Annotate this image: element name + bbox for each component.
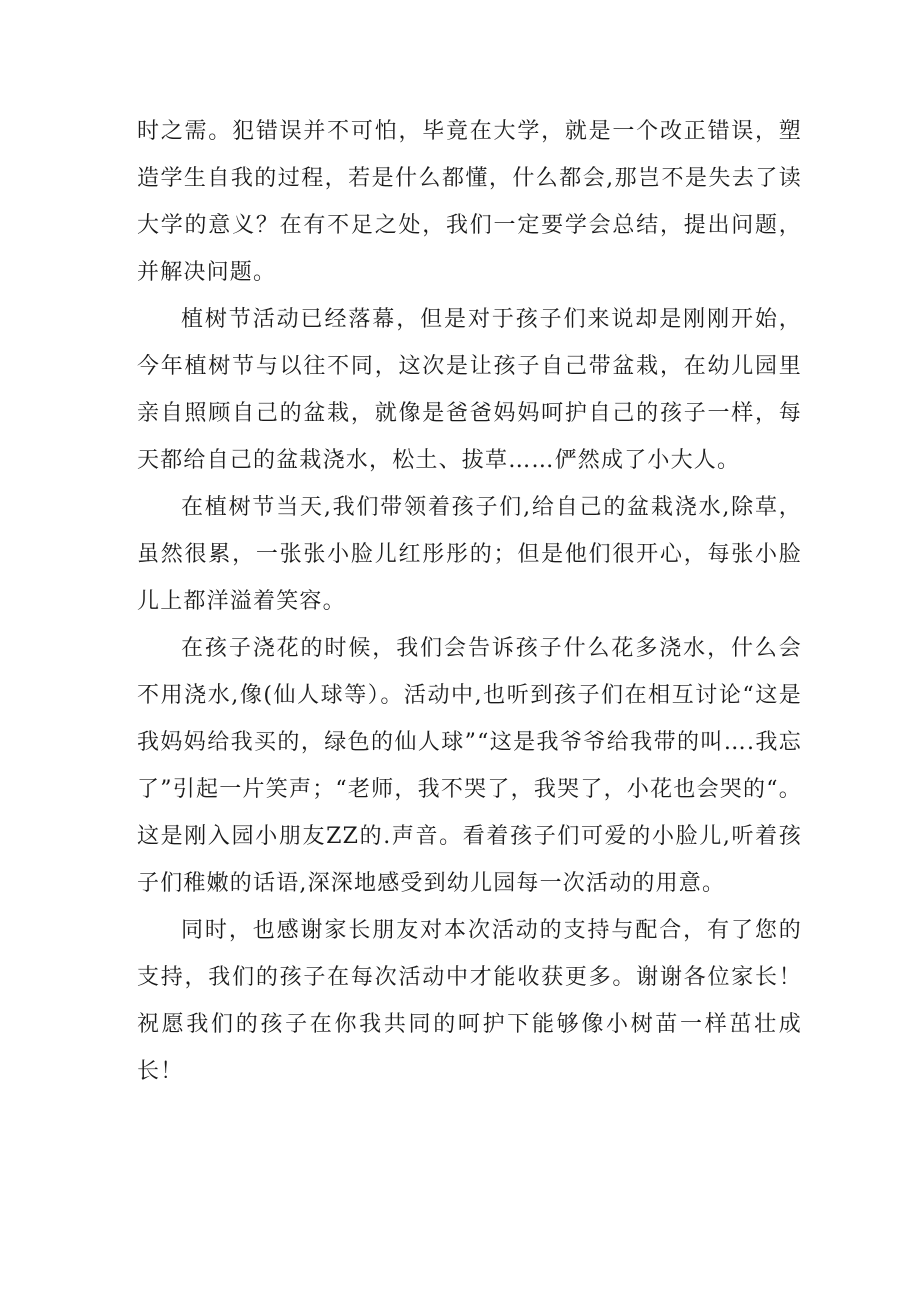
paragraph-5: 同时，也感谢家长朋友对本次活动的支持与配合，有了您的支持，我们的孩子在每次活动中才能收获更多。谢谢各位家长！祝愿我们的孩子在你我共同的呵护下能够像小树苗一样茁壮成长！ — [137, 918, 802, 1084]
paragraph-4: 在孩子浇花的时候，我们会告诉孩子什么花多浇水，什么会不用浇水,像(仙人球等）。活动中,也听到孩子们在相互讨论“这是我妈妈给我买的，绿色的仙人球”“这是我爷爷给我带的叫….我忘了”引起一片笑声；“老师，我不哭了，我哭了，小花也会哭的“。这是刚入园小朋友ZZ的.声音。看着孩子们可爱的小脸儿,听着孩子们稚嫩的话语,深深地感受到幼儿园每一次活动的用意。 — [137, 636, 802, 896]
document-body — [137, 108, 802, 1095]
paragraph-1: 时之需。犯错误并不可怕，毕竟在大学，就是一个改正错误，塑造学生自我的过程，若是什么都懂，什么都会,那岂不是失去了读大学的意义？在有不足之处，我们一定要学会总结，提出问题，并解决问题。 — [137, 119, 802, 285]
paragraph-3: 在植树节当天,我们带领着孩子们,给自己的盆栽浇水,除草，虽然很累，一张张小脸儿红彤彤的；但是他们很开心，每张小脸儿上都洋溢着笑容。 — [137, 495, 802, 614]
paragraph-2: 植树节活动已经落幕，但是对于孩子们来说却是刚刚开始，今年植树节与以往不同，这次是让孩子自己带盆栽，在幼儿园里亲自照顾自己的盆栽，就像是爸爸妈妈呵护自己的孩子一样，每天都给自己的盆栽浇水，松土、拔草……俨然成了小大人。 — [137, 307, 802, 473]
